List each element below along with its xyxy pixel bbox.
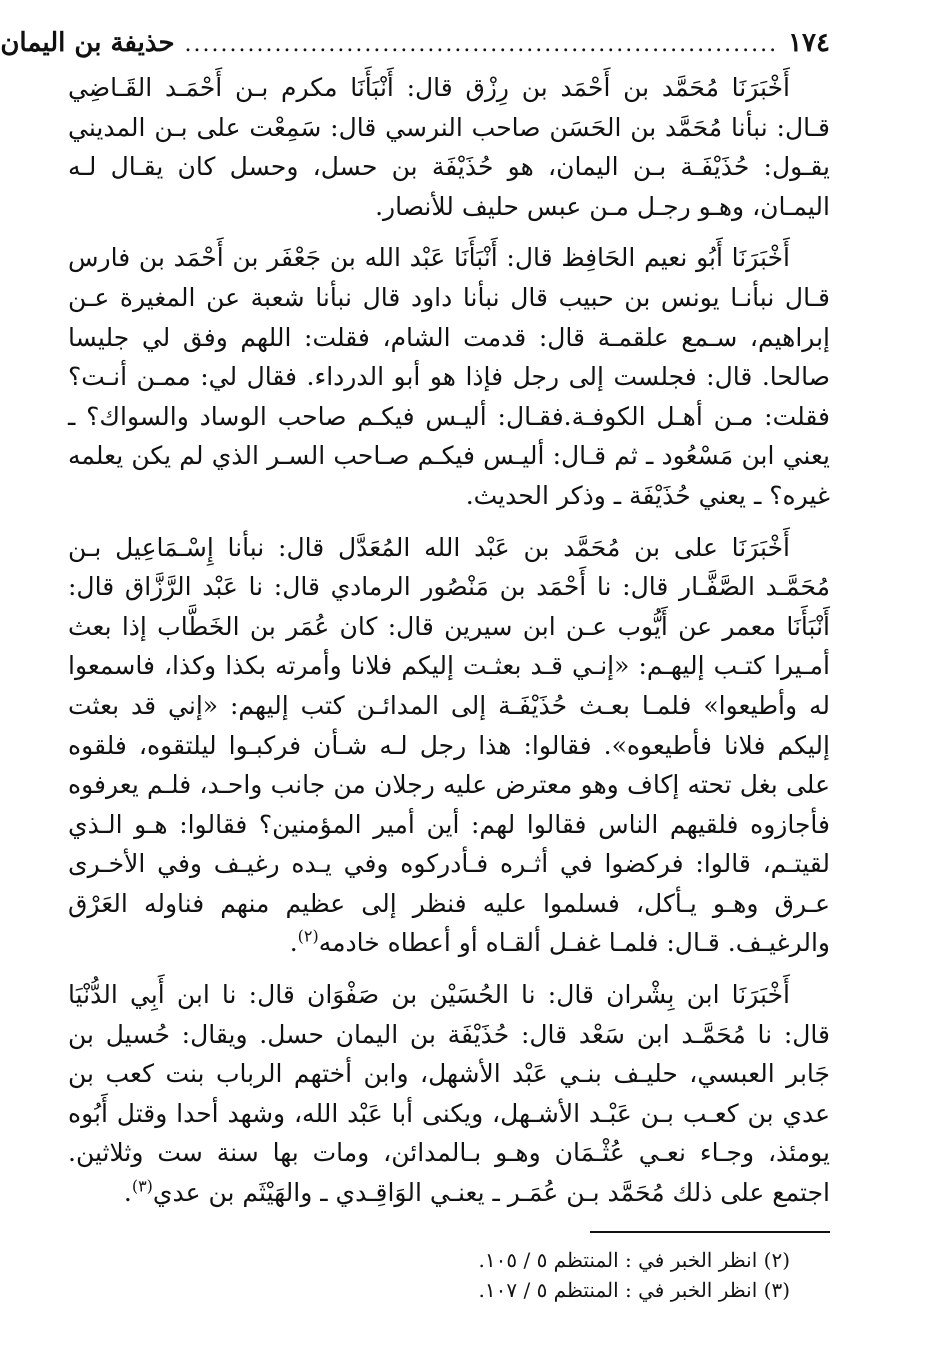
footnote-reference: (٣) [131,1176,153,1196]
paragraph-3: أَخْبَرَنَا على بن مُحَمَّد بن عَبْد الله المُعَدَّل قال: نبأنا إِسْـمَاعِيل بـن مُحَمَّـد الصَّفَّـار قال: نا أَحْمَد بن مَنْصُور الرمادي قال: نا عَبْد الرَّزَّاق قال: أَنْبَأَنَا معمر عن أَيُّوب عـن ابن سيرين قال: كان عُمَر بن الخَطَّاب إذا بعث أمـيرا كتـب إليهـم: «إنـي قـد بعثـت إليكم فلانا وأمرته بكذا وكذا، فاسمعوا له وأطيعوا» فلمـا بعـث حُذَيْفَـة إلى المدائـن كتب إليهم: «إني قد بعثت إليكم فلانا فأطيعوه». فقالوا: هذا رجل لـه شـأن فركبـوا ليلتقوه، فلقوه على بغل تحته إكاف وهو معترض عليه رجلان من جانب واحـد، فلـم يعرفوه فأجازوه فلقيهم الناس فقالوا لهم: أين أمير المؤمنين؟ فقالوا: هـو الـذي لقيتـم، قالوا: فركضوا في أثـره فـأدركوه وفي يـده رغيـف وفي الأخـرى عـرق وهـو يـأكل، فسلموا عليه فنظر إلى عظيم منهم فناوله العَرْق والرغيـف. قـال: فلمـا غفـل ألقـاه أو أعطاه خادمه$^{(٢)}$. [68,532,830,958]
paragraph-1 [68,68,830,226]
paragraph-2 [68,238,830,515]
paragraph-text: أَخْبَرَنَا ابن بِشْران قال: نا الحُسَيْن بن صَفْوَان قال: نا ابن أَبِي الدُّنْيَا قال: نا مُحَمَّـد ابن سَعْد قال: حُذَيْفَة بن اليمان حسل. ويقال: حُسيل بن جَابر العبسي، حليـف بنـي عَبْد الأشهل، وابن أختهم الرباب بنت كعب بن عدي بن كعـب بـن عَبْـد الأشـهل، ويكنى أبا عَبْد الله، وشهد أحدا وقتل أَبُوه يومئذ، وجـاء نعـي عُثْـمَان وهـو بـالمدائن، ومات بها سنة ست وثلاثين. اجتمع على ذلك مُحَمَّد بـن عُمَـر ـ يعنـي الوَاقِـدي ـ والهَيْثَم بن عدي [68,980,830,1208]
footnote-reference: (٢) [297,927,319,947]
paragraph-text: أَخْبَرَنَا مُحَمَّد بن أَحْمَد بن رِزْق قال: أَنْبَأَنَا مكرم بـن أَحْمَـد القَـاضِي قـال: نبأنا مُحَمَّد بن الحَسَن صاحب النرسي قال: سَمِعْت على بـن المديني يقـول: حُذَيْفَـة بـن اليمان، هو حُذَيْفَة بن حسل، وحسل كان يقـال لـه اليمـان، وهـو رجـل مـن عبس حليف للأنصار. [68,73,830,221]
footnote-separator [590,1231,830,1233]
running-title: حذيفة بن اليمان [0,28,175,58]
header-leader-dots: .................................................................. [184,32,779,57]
paragraph-text: أَخْبَرَنَا أَبُو نعيم الحَافِظ قال: أَنْبَأَنَا عَبْد الله بن جَعْفَر بن أَحْمَد بن فارس قـال نبأنـا يونس بن حبيب قال نبأنا داود قال نبأنا شعبة عن المغيرة عـن إبراهيم، سـمع علقمـة قال: قدمت الشام، فقلت: اللهم وفق لي جليسا صالحا. قال: فجلست إلى رجل فإذا هو أبو الدرداء. فقال لي: ممـن أنـت؟ فقلت: مـن أهـل الكوفـة.فقـال: أليـس فيكـم صاحب الوساد والسواك؟ ـ يعني ابن مَسْعُود ـ ثم قـال: أليـس فيكـم صـاحب السـر الذي لم يكن يعلمه غيره؟ ـ يعني حُذَيْفَة ـ وذكر الحديث. [68,243,830,510]
document-page [0,28,830,1338]
page-number: ١٧٤ [788,28,830,58]
paragraph-4: أَخْبَرَنَا ابن بِشْران قال: نا الحُسَيْن بن صَفْوَان قال: نا ابن أَبِي الدُّنْيَا قال: نا مُحَمَّـد ابن سَعْد قال: حُذَيْفَة بن اليمان حسل. ويقال: حُسيل بن جَابر العبسي، حليـف بنـي عَبْد الأشهل، وابن أختهم الرباب بنت كعب بن عدي بن كعـب بـن عَبْـد الأشـهل، ويكنى أبا عَبْد الله، وشهد أحدا وقتل أَبُوه يومئذ، وجـاء نعـي عُثْـمَان وهـو بـالمدائن، ومات بها سنة ست وثلاثين. اجتمع على ذلك مُحَمَّد بـن عُمَـر ـ يعنـي الوَاقِـدي ـ والهَيْثَم بن عدي$^{(٣)}$. [68,980,830,1208]
main-text [68,68,830,1213]
footnote-3: (٣) انظر الخبر في : المنتظم ٥ / ١٠٧. [478,1277,790,1302]
page-header [0,28,830,68]
footnote-2: (٢) انظر الخبر في : المنتظم ٥ / ١٠٥. [478,1247,790,1272]
paragraph-text: أَخْبَرَنَا على بن مُحَمَّد بن عَبْد الله المُعَدَّل قال: نبأنا إِسْـمَاعِيل بـن مُحَمَّـد الصَّفَّـار قال: نا أَحْمَد بن مَنْصُور الرمادي قال: نا عَبْد الرَّزَّاق قال: أَنْبَأَنَا معمر عن أَيُّوب عـن ابن سيرين قال: كان عُمَر بن الخَطَّاب إذا بعث أمـيرا كتـب إليهـم: «إنـي قـد بعثـت إليكم فلانا وأمرته بكذا وكذا، فاسمعوا له وأطيعوا» فلمـا بعـث حُذَيْفَـة إلى المدائـن كتب إليهم: «إني قد بعثت إليكم فلانا فأطيعوه». فقالوا: هذا رجل لـه شـأن فركبـوا ليلتقوه، فلقوه على بغل تحته إكاف وهو معترض عليه رجلان من جانب واحـد، فلـم يعرفوه فأجازوه فلقيهم الناس فقالوا لهم: أين أمير المؤمنين؟ فقالوا: هـو الـذي لقيتـم، قالوا: فركضوا في أثـره فـأدركوه وفي يـده رغيـف وفي الأخـرى عـرق وهـو يـأكل، فسلموا عليه فنظر إلى عظيم منهم فناوله العَرْق والرغيـف. قـال: فلمـا غفـل ألقـاه أو أعطاه خادمه [68,532,830,958]
footnotes [68,1245,830,1305]
